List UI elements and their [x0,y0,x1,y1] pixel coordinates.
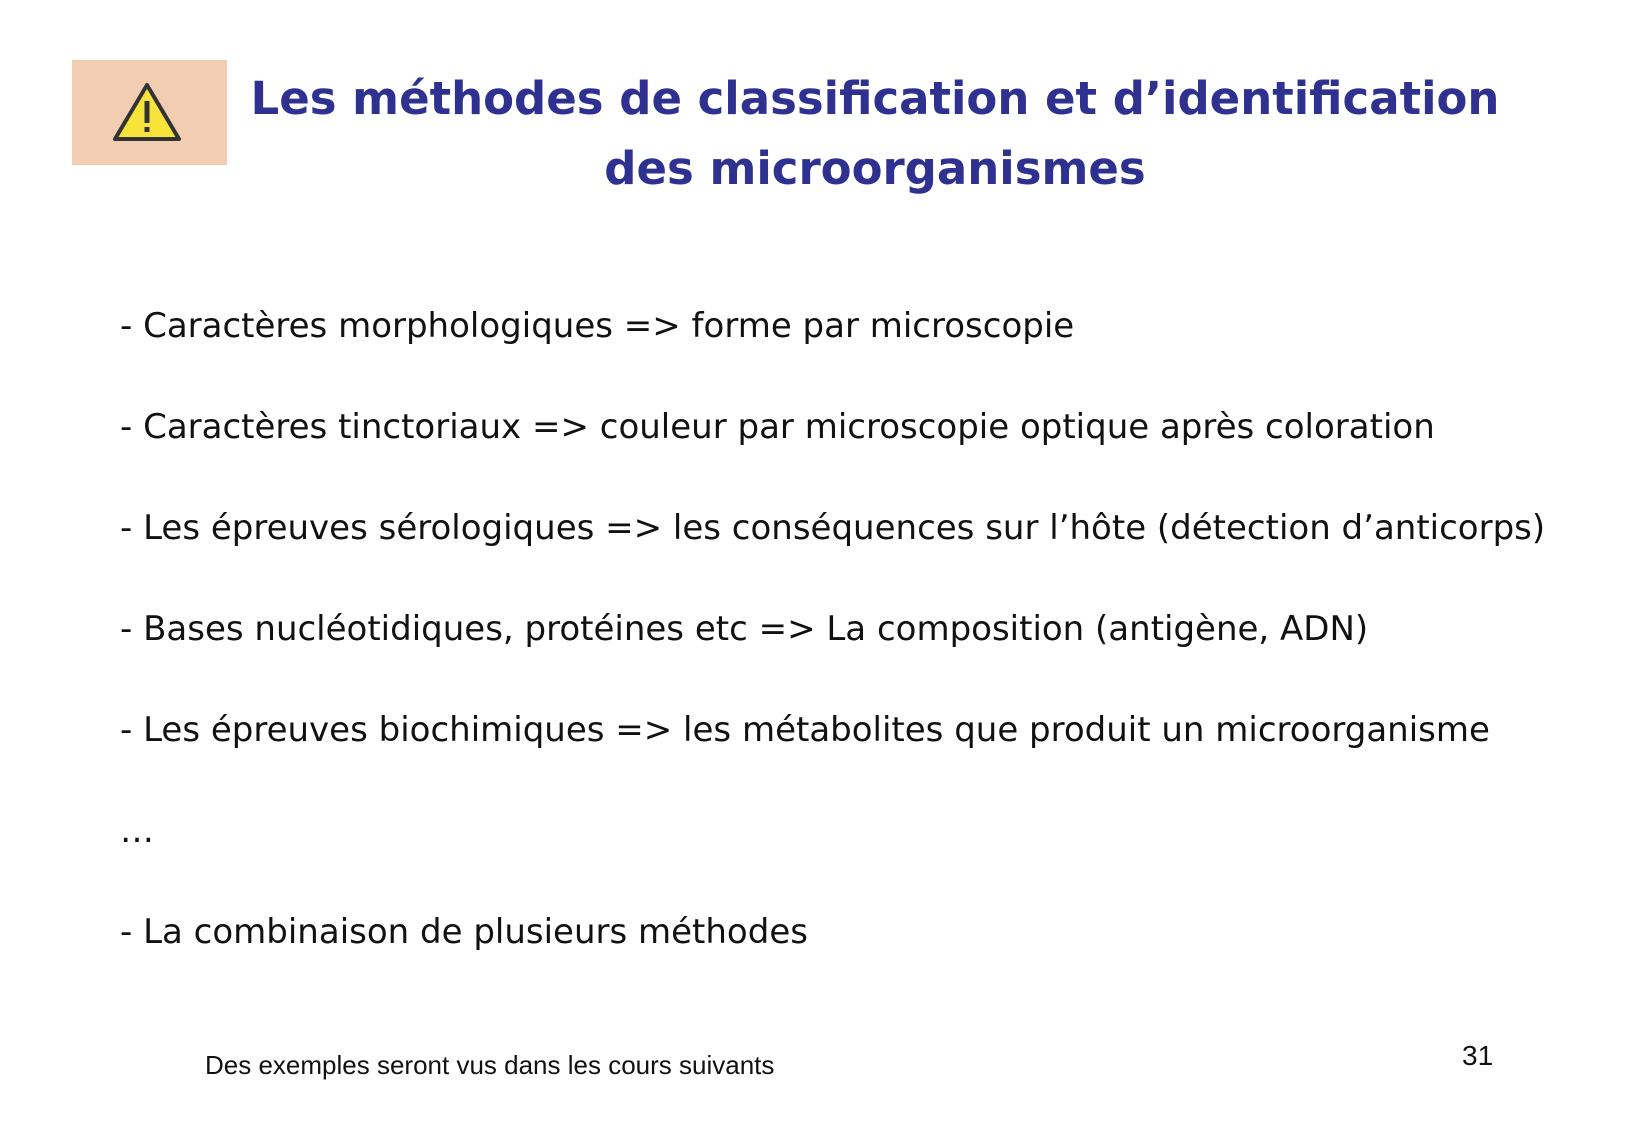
list-item: - Les épreuves biochimiques => les métabolites que produit un microorganisme [120,710,1490,750]
list-item: … [120,811,154,851]
slide-title-line2: des microorganismes [604,142,1146,195]
list-item: - La combinaison de plusieurs méthodes [120,912,808,952]
warning-box [72,60,227,165]
footer-note: Des exemples seront vus dans les cours suivants [205,1050,775,1080]
warning-icon [112,82,182,142]
methods-list [120,298,1545,1005]
list-item: - Caractères tinctoriaux => couleur par microscopie optique après coloration [120,407,1435,447]
slide-title-line1: Les méthodes de classification et d’identification [250,72,1500,125]
list-item: - Caractères morphologiques => forme par microscopie [120,306,1075,346]
slide-title [240,64,1510,204]
list-item: - Les épreuves sérologiques => les conséquences sur l’hôte (détection d’anticorps) [120,508,1546,548]
list-item: - Bases nucléotidiques, protéines etc => La composition (antigène, ADN) [120,609,1369,649]
page-number: 31 [1462,1040,1494,1071]
